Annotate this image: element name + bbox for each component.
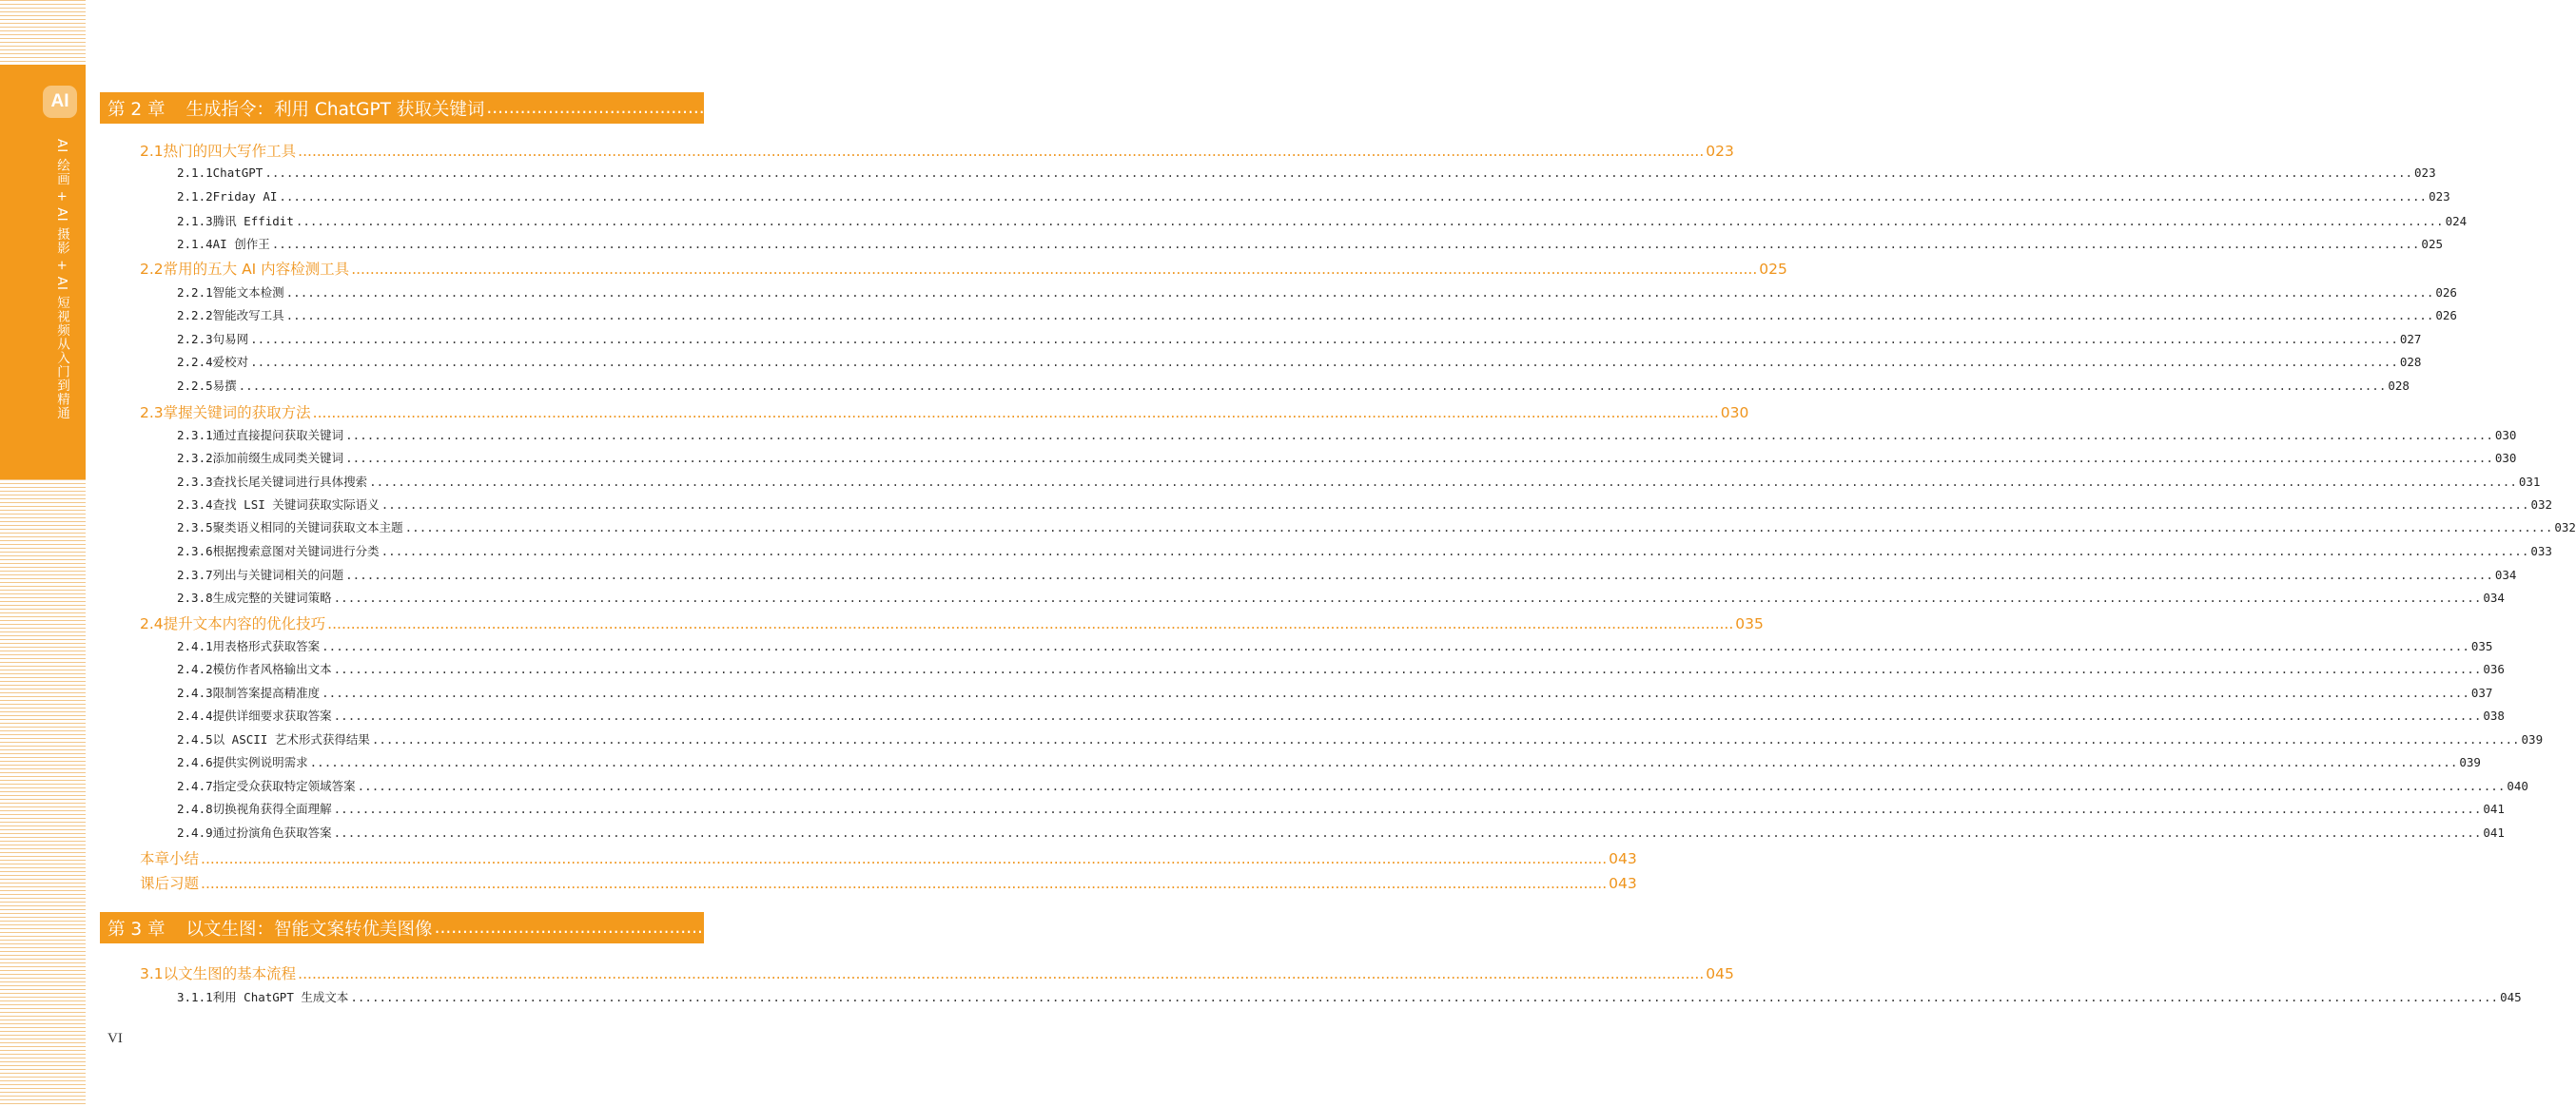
entry-page: 023: [2429, 189, 2450, 204]
entry-page: 041: [2483, 825, 2505, 840]
entry-page: 032: [2530, 497, 2553, 512]
toc-subsection[interactable]: [177, 330, 2422, 347]
entry-title: 查找 LSI 关键词获取实际语义: [212, 497, 380, 512]
leader-dots: ............................................................................................................................................................................................................................................................................................................: [345, 428, 2493, 442]
entry-page: 030: [1720, 404, 1749, 421]
entry-number: 2.4.6: [177, 755, 213, 769]
entry-page: 023: [1706, 143, 1734, 160]
entry-page: 030: [2494, 428, 2517, 442]
entry-page: 035: [1735, 615, 1764, 632]
entry-number: 2.1.4: [177, 237, 213, 251]
entry-title: 生成完整的关键词策略: [212, 591, 332, 605]
leader-dots: ............................................................................................................................................................................................................................................................................................................: [351, 261, 1758, 278]
toc-subsection[interactable]: [177, 684, 2493, 701]
entry-number: 2.4.4: [177, 709, 213, 723]
entry-page: 039: [2521, 732, 2544, 747]
entry-title: 课后习题: [140, 875, 200, 892]
leader-dots: ............................................................................................................................................................................................................................................................................................................: [309, 755, 2458, 769]
entry-number: 2.2.1: [177, 285, 213, 300]
entry-number: 2.1.2: [177, 189, 213, 204]
leader-dots: ............................................................................................................................................................................................................................................................................................................: [333, 802, 2482, 816]
entry-page: 040: [2507, 779, 2528, 793]
entry-number: 2.4.5: [177, 732, 213, 747]
entry-title: Friday AI: [212, 189, 278, 204]
entry-page: 026: [2435, 285, 2457, 300]
side-title-panel: [0, 65, 86, 479]
toc-subsection[interactable]: [177, 707, 2505, 724]
entry-title: AI 创作王: [212, 237, 270, 251]
entry-page: 037: [2470, 686, 2493, 700]
toc-subsection[interactable]: [177, 306, 2457, 323]
entry-title: 切换视角获得全面理解: [212, 802, 332, 816]
page-number: VI: [107, 1031, 123, 1046]
entry-title: 本章小结: [140, 850, 200, 867]
entry-number: 2.3.8: [177, 591, 213, 605]
entry-number: 2.3.4: [177, 497, 213, 512]
toc-subsection[interactable]: [177, 449, 2517, 466]
entry-title: 模仿作者风格输出文本: [212, 662, 332, 676]
toc-section[interactable]: [140, 962, 1734, 983]
entry-page: 043: [1609, 850, 1637, 867]
entry-page: 031: [2518, 475, 2541, 489]
entry-page: 038: [2483, 709, 2505, 723]
entry-title: 智能改写工具: [212, 308, 284, 322]
leader-dots: ............................................................................................................................................................................................................................................................................................................: [322, 686, 2469, 700]
entry-page: 039: [2459, 755, 2481, 769]
entry-number: 2.3.2: [177, 451, 213, 465]
leader-dots: ............................................................................................................................................................................................................................................................................................................: [369, 475, 2517, 489]
entry-page: 025: [2421, 237, 2443, 251]
entry-number: 2.4.1: [177, 639, 213, 653]
chapter-heading[interactable]: [100, 92, 2200, 124]
entry-page: 024: [2445, 214, 2468, 228]
chapter-title: 生成指令：利用 ChatGPT 获取关键词: [185, 99, 485, 120]
toc-subsection[interactable]: [177, 377, 2410, 394]
entry-number: 2.2.2: [177, 308, 213, 322]
entry-number: 2.4.7: [177, 779, 213, 793]
leader-dots: ............................................................................................................................................................................................................................................................................................................: [295, 214, 2444, 228]
entry-number: 2.1.3: [177, 214, 213, 228]
entry-title: 腾讯 Effidit: [212, 214, 294, 228]
toc-subsection[interactable]: [177, 426, 2517, 443]
entry-title: 根据搜索意图对关键词进行分类: [212, 544, 380, 558]
entry-title: 句易网: [212, 332, 249, 346]
leader-dots: ............................................................................................................................................................................................................................................................................................................: [298, 965, 1705, 982]
leader-dots: ............................................................................................................................................................................................................................................................................................................: [345, 568, 2493, 582]
entry-title: 指定受众获取特定领域答案: [212, 779, 356, 793]
entry-number: 2.2.3: [177, 332, 213, 346]
toc-subsection[interactable]: [177, 988, 2522, 1005]
toc-subsection[interactable]: [177, 495, 2553, 513]
entry-title: 以文生图的基本流程: [163, 965, 297, 982]
toc-section[interactable]: [140, 872, 1637, 893]
leader-dots: ............................................................................................................................................................................................................................................................................................................: [285, 285, 2434, 300]
entry-title: 用表格形式获取答案: [212, 639, 321, 653]
leader-dots: ............................................................................................................................................................................................................................................................................................................: [322, 639, 2469, 653]
toc-subsection[interactable]: [177, 589, 2505, 606]
entry-title: 通过扮演角色获取答案: [212, 825, 332, 840]
leader-dots: ............................................................................................................................................................................................................................................................................................................: [357, 779, 2506, 793]
entry-number: 2.4.3: [177, 686, 213, 700]
toc-subsection[interactable]: [177, 753, 2481, 770]
chapter-number: 第 2 章: [107, 99, 166, 120]
ai-logo-badge: AI: [43, 86, 77, 118]
book-title-vertical: AI 绘画 + AI 摄影 + AI 短视频从入门到精通: [54, 139, 69, 420]
entry-title: 聚类语义相同的关键词获取文本主题: [212, 520, 403, 534]
entry-title: 掌握关键词的获取方法: [163, 404, 311, 421]
chapter-title: 以文生图：智能文案转优美图像: [185, 919, 433, 940]
entry-title: 提供详细要求获取答案: [212, 709, 332, 723]
toc-subsection[interactable]: [177, 473, 2541, 490]
entry-title: 利用 ChatGPT 生成文本: [212, 990, 349, 1004]
leader-dots: ............................................................................................................................................................................................................................................................................................................: [298, 143, 1705, 160]
entry-page: 043: [1609, 875, 1637, 892]
entry-title: 热门的四大写作工具: [163, 143, 297, 160]
leader-dots: ............................................................................................................................................................................................................................................................................................................: [333, 709, 2482, 723]
entry-number: 2.3.6: [177, 544, 213, 558]
leader-dots: ............................................................................................................................................................................................................................................................................................................: [285, 308, 2434, 322]
entry-title: 提升文本内容的优化技巧: [163, 615, 326, 632]
toc-section[interactable]: [140, 401, 1749, 422]
leader-dots: ............................................................................................................................................................................................................................................................................................................: [333, 825, 2482, 840]
entry-page: 036: [2483, 662, 2505, 676]
chapter-page: 044: [2114, 918, 2149, 938]
entry-number: 2.1.1: [177, 165, 213, 180]
leader-dots: ............................................................................................................................................................................................................................................................................................................: [434, 918, 2113, 938]
leader-dots: ............................................................................................................................................................................................................................................................................................................: [201, 850, 1608, 867]
entry-page: 045: [2500, 990, 2522, 1004]
chapter-page: 022: [2166, 98, 2200, 118]
leader-dots: ............................................................................................................................................................................................................................................................................................................: [333, 591, 2482, 605]
entry-page: 035: [2470, 639, 2493, 653]
entry-title: 提供实例说明需求: [212, 755, 308, 769]
entry-number: 2.3.1: [177, 428, 213, 442]
toc-subsection[interactable]: [177, 518, 2576, 535]
entry-number: 2.3: [140, 404, 164, 421]
leader-dots: ............................................................................................................................................................................................................................................................................................................: [486, 98, 2165, 118]
entry-page: 027: [2399, 332, 2422, 346]
toc-section[interactable]: [140, 140, 1734, 161]
leader-dots: ............................................................................................................................................................................................................................................................................................................: [271, 237, 2420, 251]
entry-title: 通过直接提问获取关键词: [212, 428, 344, 442]
entry-page: 025: [1759, 261, 1787, 278]
toc-subsection[interactable]: [177, 730, 2544, 748]
entry-title: 以 ASCII 艺术形式获得结果: [212, 732, 370, 747]
toc-subsection[interactable]: [177, 165, 2436, 183]
toc-subsection[interactable]: [177, 283, 2457, 301]
toc-section[interactable]: [140, 258, 1787, 279]
entry-title: 常用的五大 AI 内容检测工具: [163, 261, 350, 278]
entry-page: 045: [1706, 965, 1734, 982]
entry-number: 2.2: [140, 261, 164, 278]
entry-number: 2.3.3: [177, 475, 213, 489]
entry-page: 026: [2435, 308, 2457, 322]
entry-number: 2.3.7: [177, 568, 213, 582]
entry-number: 2.2.5: [177, 379, 213, 393]
leader-dots: ............................................................................................................................................................................................................................................................................................................: [312, 404, 1719, 421]
entry-page: 030: [2494, 451, 2517, 465]
leader-dots: ............................................................................................................................................................................................................................................................................................................: [250, 332, 2398, 346]
toc-subsection[interactable]: [177, 637, 2493, 654]
entry-number: 2.4: [140, 615, 164, 632]
leader-dots: ............................................................................................................................................................................................................................................................................................................: [350, 990, 2499, 1004]
leader-dots: ............................................................................................................................................................................................................................................................................................................: [250, 355, 2398, 369]
chapter-heading[interactable]: [100, 912, 2149, 943]
toc-subsection[interactable]: [177, 235, 2443, 252]
leader-dots: ............................................................................................................................................................................................................................................................................................................: [201, 875, 1608, 892]
entry-page: 032: [2554, 520, 2576, 534]
leader-dots: ............................................................................................................................................................................................................................................................................................................: [371, 732, 2520, 747]
leader-dots: ............................................................................................................................................................................................................................................................................................................: [345, 451, 2493, 465]
toc-subsection[interactable]: [177, 212, 2468, 229]
entry-number: 3.1.1: [177, 990, 213, 1004]
entry-page: 023: [2414, 165, 2436, 180]
entry-page: 034: [2494, 568, 2517, 582]
entry-title: 添加前缀生成同类关键词: [212, 451, 344, 465]
leader-dots: ............................................................................................................................................................................................................................................................................................................: [381, 497, 2529, 512]
toc-subsection[interactable]: [177, 660, 2505, 677]
entry-page: 028: [2388, 379, 2410, 393]
entry-page: 033: [2530, 544, 2552, 558]
entry-title: 智能文本检测: [212, 285, 284, 300]
entry-number: 2.2.4: [177, 355, 213, 369]
entry-title: 查找长尾关键词进行具体搜索: [212, 475, 368, 489]
entry-number: 2.1: [140, 143, 164, 160]
leader-dots: ............................................................................................................................................................................................................................................................................................................: [264, 165, 2413, 180]
toc-subsection[interactable]: [177, 777, 2528, 794]
toc-section[interactable]: [140, 612, 1764, 633]
leader-dots: ............................................................................................................................................................................................................................................................................................................: [404, 520, 2553, 534]
toc-subsection[interactable]: [177, 353, 2422, 370]
toc-subsection[interactable]: [177, 542, 2552, 559]
toc-subsection[interactable]: [177, 800, 2505, 817]
entry-page: 041: [2483, 802, 2505, 816]
entry-title: 限制答案提高精准度: [212, 686, 321, 700]
toc-subsection[interactable]: [177, 566, 2517, 583]
entry-title: 爱校对: [212, 355, 249, 369]
entry-number: 2.3.5: [177, 520, 213, 534]
entry-number: 2.4.8: [177, 802, 213, 816]
leader-dots: ............................................................................................................................................................................................................................................................................................................: [238, 379, 2387, 393]
entry-title: 列出与关键词相关的问题: [212, 568, 344, 582]
toc-subsection[interactable]: [177, 824, 2505, 841]
entry-title: 易撰: [212, 379, 237, 393]
toc-subsection[interactable]: [177, 189, 2450, 206]
leader-dots: ............................................................................................................................................................................................................................................................................................................: [279, 189, 2428, 204]
toc-section[interactable]: [140, 847, 1637, 868]
leader-dots: ............................................................................................................................................................................................................................................................................................................: [381, 544, 2529, 558]
entry-title: ChatGPT: [212, 165, 263, 180]
entry-number: 3.1: [140, 965, 164, 982]
entry-number: 2.4.2: [177, 662, 213, 676]
entry-page: 028: [2399, 355, 2422, 369]
entry-page: 034: [2483, 591, 2505, 605]
leader-dots: ............................................................................................................................................................................................................................................................................................................: [327, 615, 1734, 632]
chapter-number: 第 3 章: [107, 919, 166, 940]
leader-dots: ............................................................................................................................................................................................................................................................................................................: [333, 662, 2482, 676]
entry-number: 2.4.9: [177, 825, 213, 840]
